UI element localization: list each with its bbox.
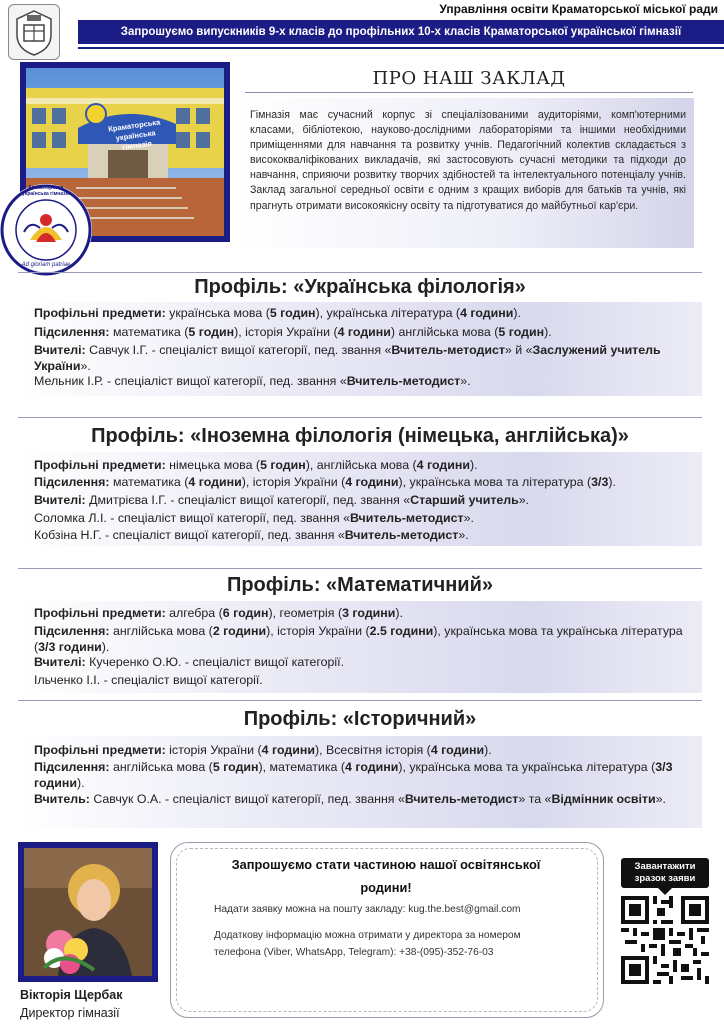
profile-text: ), українська мова та література ( [398,475,592,489]
logo-emblem-icon [9,5,59,59]
about-title: ПРО НАШ ЗАКЛАД [245,66,693,93]
profile-emphasis: Вчителі: [34,655,90,669]
profile-title-ukrainian: Профіль: «Українська філологія» [194,276,526,298]
profile-text: ), історія України ( [266,624,370,638]
seal-motto: Ad gloriam patriae [21,262,71,268]
profile-line [34,673,696,689]
profile-emphasis: Вчитель: [34,792,94,806]
profile-text: Кучеренко О.Ю. - спеціаліст вищої категорії. [89,655,345,669]
profile-text: українська мова ( [169,306,270,320]
profile-emphasis: 3 години [342,606,396,620]
profile-title-history: Профіль: «Історичний» [243,708,477,730]
profile-line [34,374,696,390]
profile-emphasis: Вчителі: [34,343,90,357]
profile-emphasis: 5 годин [188,325,235,339]
profile-emphasis: Вчителі: [34,493,90,507]
profile-emphasis: 4 години [345,475,399,489]
profile-text: Савчук О.А. - спеціаліст вищої категорії, пед. звання « [93,792,405,806]
profile-separator [18,700,702,701]
profile-emphasis: 4 години [416,458,470,472]
profile-text: ) англійська мова ( [390,325,499,339]
profile-line [34,306,696,322]
profile-line [34,655,696,671]
profile-text: Кобзіна Н.Г. - спеціаліст вищої категорії, пед. звання « [34,528,345,542]
profile-emphasis: 4 години [337,325,391,339]
profile-text: історія України ( [169,743,262,757]
profile-text: ». [80,358,91,373]
download-label-2: зразок заяви [634,873,696,884]
profile-emphasis: 4 години [430,743,485,757]
profile-text: » та « [518,792,552,806]
profile-emphasis: 5 годин [260,458,306,472]
banner-divider [78,47,724,49]
about-text: Гімназія має сучасний корпус зі спеціалізованими аудиторіями, комп'ютерними класами, бібліотекою, науково-дослідними лабораторіями та іншими необхідними приміщеннями для навчання та розвитку учнів. Педагогічний колектив складається з висококваліфікованих викладачів, які застосовують сучасні методики та підходи до навчання, сприяючи розвитку творчих здібностей та інтелектуального потенціалу учнів. Заклад загальної середньої освіти є одним з кращих виборів для батьків та учнів, які прагнуть отримати високоякісну освіту та підготуватися до майбутньої кар'єри. [250,109,686,212]
director-portrait-icon [24,848,152,976]
profile-emphasis: 4 години [345,760,399,774]
profile-text: ». [463,511,474,525]
profile-emphasis: 4 години [460,306,514,320]
invitation-banner: Запрошуємо випускників 9-х класів до профільних 10-х класів Краматорської української гімназії [78,20,724,44]
profile-text: ). [484,743,492,757]
profile-emphasis: Профільні предмети: [34,306,170,320]
profile-text: математика ( [112,325,189,339]
district-logo [8,4,60,60]
profile-text: ), українська мова та українська література ( [398,760,656,774]
profile-emphasis: Підсилення: [34,325,113,339]
profile-text: ), українська мова та українська література ( [34,624,683,654]
download-form-button[interactable] [621,858,709,888]
director-role: Директор гімназії [20,1006,120,1020]
profile-line [34,624,696,655]
profile-emphasis: 2.5 години [369,624,434,638]
profile-text: Мельник І.Р. - спеціаліст вищої категорії, пед. звання « [34,374,347,388]
profile-emphasis: 3/3 години [38,639,102,654]
profile-text: ), англійська мова ( [305,458,417,472]
profile-text: ). [101,639,110,654]
profile-emphasis: 5 годин [212,760,259,774]
profile-text: Соломка Л.І. - спеціаліст вищої категорії, пед. звання « [34,511,351,525]
profile-text: ). [469,458,478,472]
profile-line [34,760,696,791]
profile-text: ). [77,775,85,790]
profile-emphasis: Вчитель-методист [391,343,505,357]
qr-code-icon [621,896,709,984]
profile-emphasis: 6 годин [222,606,269,620]
director-name: Вікторія Щербак [20,988,123,1002]
profile-text: німецька мова ( [169,458,261,472]
profile-emphasis: 3/3 [591,475,609,489]
building-sign: Краматорська українська гімназія [107,117,161,152]
profile-line [34,458,696,474]
profile-line [34,343,696,374]
download-label-1: Завантажити [634,861,696,872]
phone-info-2: телефона (Viber, WhatsApp, Telegram): +38-(095)-352-76-03 [214,947,494,958]
profile-separator [18,272,702,273]
phone-info: Додаткову інформацію можна отримати у директора за номером [214,930,521,941]
profile-text: » й « [504,343,533,357]
email-info: Надати заявку можна на пошту закладу: kug.the.best@gmail.com [214,904,521,915]
profile-text: англійська мова ( [112,760,213,774]
profile-line [34,475,696,491]
profile-emphasis: Відмінник освіти [551,792,656,806]
profile-line [34,792,696,808]
profile-text: Дмитрієва І.Г. - спеціаліст вищої категорії, пед. звання « [89,493,411,507]
profile-line [34,743,696,759]
profile-text: ), геометрія ( [268,606,343,620]
profile-text: ). [608,475,616,489]
profile-text: ). [544,325,552,339]
profile-text: ), Всесвітня історія ( [314,743,431,757]
profile-text: ». [460,374,471,388]
profile-text: ), українська література ( [315,306,461,320]
download-pointer [657,887,673,895]
profile-title-math: Профіль: «Математичний» [226,574,494,596]
profile-emphasis: Вчитель-методист [344,528,459,542]
profile-line [34,325,696,341]
profile-emphasis: Вчитель-методист [404,792,519,806]
profile-text: алгебра ( [169,606,223,620]
profile-text: ». [518,493,530,507]
profile-emphasis: 2 години [212,624,267,638]
profile-line [34,606,696,622]
organization-name: Управління освіти Краматорської міської ради [439,2,718,16]
profile-text: ), історія України ( [241,475,346,489]
profile-emphasis: Вчитель-методист [346,374,461,388]
profile-emphasis: 5 годин [498,325,545,339]
profile-emphasis: Заслужений учитель України [34,343,661,373]
profile-separator [18,417,702,418]
profile-emphasis: Профільні предмети: [34,458,170,472]
director-photo [24,848,152,976]
profile-text: англійська мова ( [112,624,213,638]
profile-text: ), математика ( [258,760,345,774]
qr-code[interactable] [621,896,709,984]
profile-text: Савчук І.Г. - спеціаліст вищої категорії, пед. звання « [89,343,392,357]
profile-emphasis: Профільні предмети: [34,606,170,620]
profile-emphasis: Старший учитель [410,493,519,507]
profile-text: ). [395,606,403,620]
profile-emphasis: 3/3 години [34,760,673,790]
profile-text: математика ( [112,475,189,489]
profile-text: ), історія України ( [234,325,338,339]
profile-emphasis: 5 годин [269,306,316,320]
profile-emphasis: Вчитель-методист [350,511,464,525]
profile-emphasis: Підсилення: [34,624,113,638]
profile-text: Ільченко І.І. - спеціаліст вищої категорії. [34,673,263,687]
profile-separator [18,568,702,569]
profile-line [34,528,696,544]
profile-title-foreign: Профіль: «Іноземна філологія (німецька, англійська)» [91,425,629,447]
profile-emphasis: Підсилення: [34,760,113,774]
profile-line [34,493,696,509]
profile-line [34,511,696,527]
seal-top-text: Краматорська українська гімназія [22,185,70,197]
profile-emphasis: Підсилення: [34,475,113,489]
profile-text: ». [458,528,469,542]
profile-emphasis: Профільні предмети: [34,743,170,757]
profile-emphasis: 4 години [261,743,315,757]
invite-heading: Запрошуємо стати частиною нашої освітянської [231,857,541,872]
profile-emphasis: 4 години [188,475,242,489]
invite-heading-2: родини! [360,880,412,895]
profile-text: ». [655,792,666,806]
profile-text: ). [513,306,521,320]
